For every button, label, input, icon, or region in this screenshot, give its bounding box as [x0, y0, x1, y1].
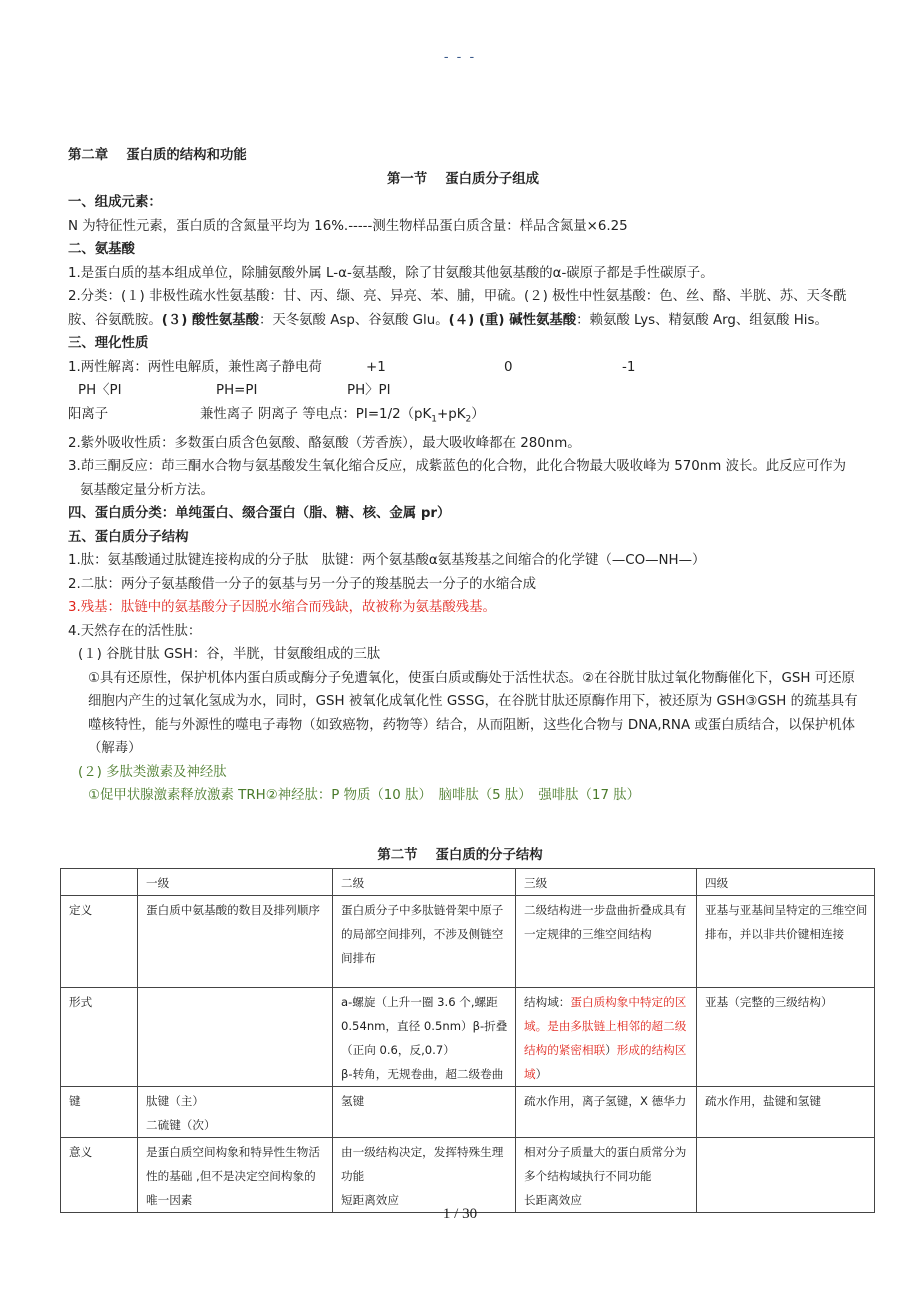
- cell-prefix: 结构域：: [524, 995, 571, 1009]
- para-gsh-detail: ①具有还原性，保护机体内蛋白质或酶分子免遭氧化，使蛋白质或酶处于活性状态。②在谷胱甘肽过氧化物酶催化下，GSH 可还原细胞内产生的过氧化氢成为水，同时，GSH 被氧化成氧化性 GSSG，在谷胱甘肽还原酶作用下，被还原为 GSH③GSH 的巯基具有噬核特性，能与外源性的噬电子毒物（如致癌物，药物等）结合，从而阻断，这些化合物与 DNA,RNA 或蛋白质结合，以保护机体（解毒）: [88, 670, 858, 757]
- table-header-cell: 四级: [697, 869, 875, 896]
- ion-sub1: 1: [431, 414, 438, 425]
- para-amino-basic: 1.是蛋白质的基本组成单位，除脯氨酸外属 L-α-氨基酸，除了甘氨酸其他氨基酸的α-碳原子都是手性碳原子。: [68, 265, 714, 281]
- table-cell: 蛋白质分子中多肽链骨架中原子的局部空间排列，不涉及侧链空间排布: [333, 896, 516, 988]
- section1-title: 第一节 蛋白质分子组成: [387, 171, 539, 187]
- heading-physchem: 三、理化性质: [68, 336, 149, 351]
- table-cell: [516, 988, 697, 1087]
- table-header-cell: [61, 869, 138, 896]
- para-dipeptide: 2.二肽：两分子氨基酸借一分子的氨基与另一分子的羧基脱去一分子的水缩合成: [68, 576, 537, 592]
- table-cell: [333, 1138, 516, 1213]
- table-row: [61, 988, 875, 1087]
- table-header-cell: 一级: [138, 869, 333, 896]
- table-row: [61, 896, 875, 988]
- charge-plus: +1: [366, 359, 386, 375]
- row-label: 定义: [61, 896, 138, 988]
- cell-line: 短距离效应: [341, 1193, 399, 1207]
- table-cell: 亚基（完整的三级结构）: [697, 988, 875, 1087]
- cell-line: a-螺旋（上升一圈 3.6 个,螺距 0.54nm，直径 0.5nm）β-折叠（正向 0.6，反,0.7）: [341, 995, 508, 1057]
- structure-table: [60, 868, 875, 1213]
- ph-gt: PH〉PI: [347, 383, 391, 398]
- table-cell: 二级结构进一步盘曲折叠成具有一定规律的三维空间结构: [516, 896, 697, 988]
- table-row: [61, 1087, 875, 1138]
- ion-row: [68, 403, 858, 432]
- table-cell: 疏水作用，离子氢键，X 德华力: [516, 1087, 697, 1138]
- table-cell: 疏水作用，盐键和氢键: [697, 1087, 875, 1138]
- header-mark: - - -: [443, 50, 477, 65]
- ion-sub2: 2: [465, 414, 472, 425]
- table-cell: [138, 1087, 333, 1138]
- ion-zwitter: 兼性离子 阴离子 等电点：PI=1/2（pK: [200, 406, 432, 422]
- chapter-title: 第二章 蛋白质的结构和功能: [68, 148, 247, 163]
- cell-line: 相对分子质量大的蛋白质常分为多个结构域执行不同功能: [524, 1145, 687, 1183]
- table-cell: 蛋白质中氨基酸的数目及排列顺序: [138, 896, 333, 988]
- charge-zero: 0: [504, 359, 513, 375]
- table-cell: [138, 988, 333, 1087]
- table-row: [61, 1138, 875, 1213]
- table-cell: 是蛋白质空间构象和特异性生物活性的基础 ,但不是决定空间构象的唯一因素: [138, 1138, 333, 1213]
- amphoteric-text: 1.两性解离：两性电解质，兼性离子静电荷: [68, 359, 322, 375]
- charge-minus: -1: [622, 359, 636, 375]
- cell-mid: ）: [605, 1043, 617, 1057]
- ion-cation: 阳离子: [68, 406, 109, 422]
- heading-structure: 五、蛋白质分子结构: [68, 529, 189, 545]
- ph-eq: PH=PI: [216, 383, 258, 398]
- cell-line: 肽键（主）: [146, 1094, 204, 1108]
- document-body: [68, 144, 858, 808]
- classification-segment: (３) 酸性氨基酸: [161, 312, 259, 328]
- heading-amino-acids: 二、氨基酸: [68, 242, 135, 257]
- para-peptide: 1.肽：氨基酸通过肽键连接构成的分子肽 肽键：两个氨基酸α氨基羧基之间缩合的化学键（—CO—NH—）: [68, 553, 706, 569]
- heading-elements: 一、组成元素：: [68, 195, 162, 210]
- table-cell: 氢键: [333, 1087, 516, 1138]
- cell-red-text: 蛋白质构象中特定的区域。是由多肽链上相邻的超二级结构的紧密相联: [524, 995, 687, 1057]
- para-hormones: (２) 多肽类激素及神经肽: [78, 764, 227, 780]
- classification-segment: ：赖氨酸 Lys、精氨酸 Arg、组氨酸 His。: [576, 312, 828, 328]
- classification-segment: (４) (重) 碱性氨基酸: [448, 312, 577, 328]
- row-label: 形式: [61, 988, 138, 1087]
- classification-segment: 2.分类：(１) 非极性疏水性氨基酸：甘、丙、缬、亮、异亮、苯、脯，甲硫。(２) 极性中性氨基酸：色、丝、酪、半胱、苏、天冬酰胺、谷氨酰胺。: [68, 289, 847, 328]
- table-cell: [516, 1138, 697, 1213]
- page-number: 1 / 30: [442, 1206, 478, 1222]
- para-classification: [68, 285, 858, 332]
- para-uv: 2.紫外吸收性质：多数蛋白质含色氨酸、酪氨酸（芳香族），最大吸收峰都在 280nm。: [68, 435, 581, 451]
- row-label: 意义: [61, 1138, 138, 1213]
- para-residue: 3.残基：肽链中的氨基酸分子因脱水缩合而残缺，故被称为氨基酸残基。: [68, 600, 496, 616]
- ph-row: [68, 379, 858, 403]
- para-neuropeptides: ①促甲状腺激素释放激素 TRH②神经肽：P 物质（10 肽） 脑啡肽（5 肽） 强啡肽（17 肽）: [88, 788, 641, 804]
- ph-lt: PH〈PI: [78, 383, 122, 398]
- cell-red-text2: 形成的结构区域: [524, 1043, 687, 1081]
- table-cell: [333, 988, 516, 1087]
- cell-end: ）: [535, 1067, 548, 1081]
- ion-plus: +pK: [437, 406, 466, 422]
- table-cell: 亚基与亚基间呈特定的三维空间排布，并以非共价键相连接: [697, 896, 875, 988]
- heading-classification: 四、蛋白质分类：单纯蛋白、缀合蛋白（脂、糖、核、金属 pr）: [68, 506, 451, 522]
- para-nitrogen: N 为特征性元素，蛋白质的含氮量平均为 16%.-----测生物样品蛋白质含量：样品含氮量×6.25: [68, 218, 628, 234]
- cell-line: 长距离效应: [524, 1193, 582, 1207]
- ion-close: ）: [471, 406, 485, 422]
- para-gsh: (１) 谷胱甘肽 GSH：谷，半胱，甘氨酸组成的三肽: [78, 647, 381, 663]
- para-active-peptides: 4.天然存在的活性肽：: [68, 623, 202, 639]
- table-header-cell: 三级: [516, 869, 697, 896]
- cell-line: 由一级结构决定，发挥特殊生理功能: [341, 1145, 504, 1183]
- table-cell: [697, 1138, 875, 1213]
- classification-segment: ：天冬氨酸 Asp、谷氨酸 Glu。: [258, 312, 449, 328]
- cell-line: β-转角，无规卷曲，超二级卷曲: [341, 1067, 504, 1081]
- para-amphoteric: [68, 356, 858, 380]
- row-label: 键: [61, 1087, 138, 1138]
- table-header-row: [61, 869, 875, 896]
- section2-title: 第二节 蛋白质的分子结构: [377, 848, 543, 863]
- para-ninhydrin: 3.茚三酮反应：茚三酮水合物与氨基酸发生氧化缩合反应，成紫蓝色的化合物，此化合物最大吸收峰为 570nm 波长。此反应可作为氨基酸定量分析方法。: [68, 459, 847, 498]
- cell-line: 二硫键（次）: [146, 1118, 216, 1132]
- table-header-cell: 二级: [333, 869, 516, 896]
